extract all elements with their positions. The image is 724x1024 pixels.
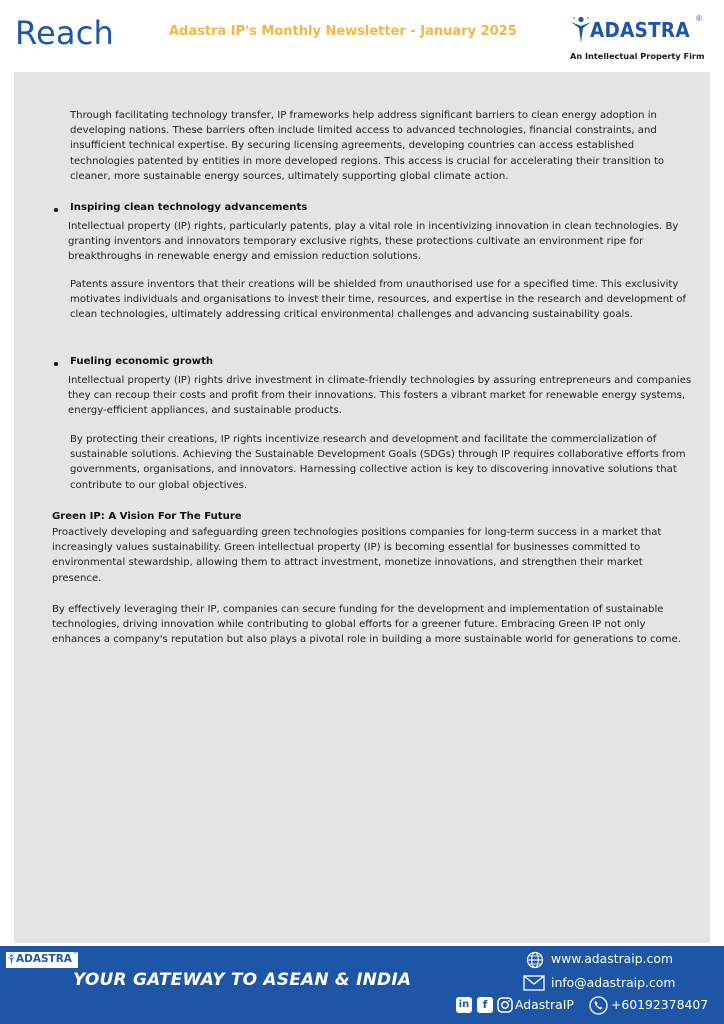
- newsletter-title: Adastra IP's Monthly Newsletter - January 2025: [169, 24, 517, 39]
- article-body: [14, 72, 710, 943]
- bullet-marker: [54, 362, 58, 366]
- intro-paragraph: Through facilitating technology transfer, IP frameworks help address significant barriers to clean energy adoption in developing nations. These barriers often include limited access to advanced technologies, financial constraints, and insufficient technical expertise. By securing licensing agreements, developing countries can access established technologies patented by entities in more developed regions. This access is crucial for accelerating their transition to cleaner, more sustainable energy sources, ultimately supporting global climate action.: [70, 110, 665, 182]
- footer-logo-wordmark: ADASTRA: [16, 953, 72, 965]
- logo-wordmark: ADASTRA: [590, 18, 690, 42]
- bullet-paragraph: By protecting their creations, IP rights incentivize research and development and facilitate the commercialization of sustainable solutions. Achieving the Sustainable Development Goals (SDGs) through IP requires collaborative efforts from governments, organisations, and innovators. Harnessing collective action is key to discovering innovative solutions that contribute to our global objectives.: [70, 434, 686, 491]
- instagram-icon[interactable]: [497, 997, 513, 1013]
- newsletter-footer: [0, 946, 724, 1024]
- website-link[interactable]: www.adastraip.com: [551, 951, 673, 966]
- bullet-paragraph: Intellectual property (IP) rights, particularly patents, play a vital role in incentivizing innovation in clean technologies. By granting inventors and innovators temporary exclusive rights, these protections cultivate an environment ripe for breakthroughs in renewable energy and emission reduction solutions.: [68, 221, 679, 263]
- section-paragraph: By effectively leveraging their IP, companies can secure funding for the development and implementation of sustainable technologies, driving innovation while contributing to global efforts for a greener future. Embracing Green IP not only enhances a company's reputation but also plays a pivotal role in building a more sustainable world for generations to come.: [52, 604, 681, 646]
- logo-figure-icon: [570, 16, 592, 44]
- bullet-paragraph: Patents assure inventors that their creations will be shielded from unauthorised use for a specified time. This exclusivity motivates individuals and organisations to invest their time, resources, and expertise in the research and development of clean technologies, ultimately addressing critical environmental challenges and advancing sustainability goals.: [70, 279, 687, 321]
- logo-registered-mark: ®: [696, 14, 702, 23]
- footer-logo: [6, 952, 78, 968]
- section-paragraph: Proactively developing and safeguarding green technologies positions companies for long-term success in a market that increasingly values sustainability. Green intellectual property (IP) is becoming essential for businesses committed to environmental stewardship, allowing them to attract investment, monetize innovations, and strengthen their market presence.: [52, 527, 662, 584]
- bullet-heading-clean-technology: Inspiring clean technology advancements: [70, 202, 308, 213]
- section-title: Reach: [15, 14, 114, 52]
- bullet-heading-economic-growth: Fueling economic growth: [70, 356, 214, 367]
- section-heading-green-ip: Green IP: A Vision For The Future: [52, 511, 242, 522]
- bullet-paragraph: Intellectual property (IP) rights drive investment in climate-friendly technologies by assuring entrepreneurs and companies they can recoup their costs and profit from their innovations. This fosters a vibrant market for renewable energy systems, energy-efficient appliances, and sustainable products.: [68, 375, 692, 417]
- globe-icon: [526, 951, 544, 969]
- linkedin-icon[interactable]: in: [456, 997, 472, 1013]
- facebook-icon[interactable]: f: [477, 997, 493, 1013]
- logo-subtitle: An Intellectual Property Firm: [570, 51, 705, 61]
- newsletter-header: [0, 0, 724, 72]
- footer-tagline: YOUR GATEWAY TO ASEAN & INDIA: [73, 970, 412, 990]
- logo-figure-icon: [7, 954, 16, 966]
- email-link[interactable]: info@adastraip.com: [551, 975, 676, 990]
- bullet-marker: [54, 208, 58, 212]
- phone-icon: [589, 996, 608, 1015]
- footer-logo-registered-mark: ®: [73, 950, 78, 956]
- social-handle[interactable]: AdastraIP: [515, 997, 574, 1012]
- mail-icon: [523, 975, 545, 991]
- phone-link[interactable]: +60192378407: [611, 997, 709, 1012]
- adastra-logo: [568, 14, 708, 66]
